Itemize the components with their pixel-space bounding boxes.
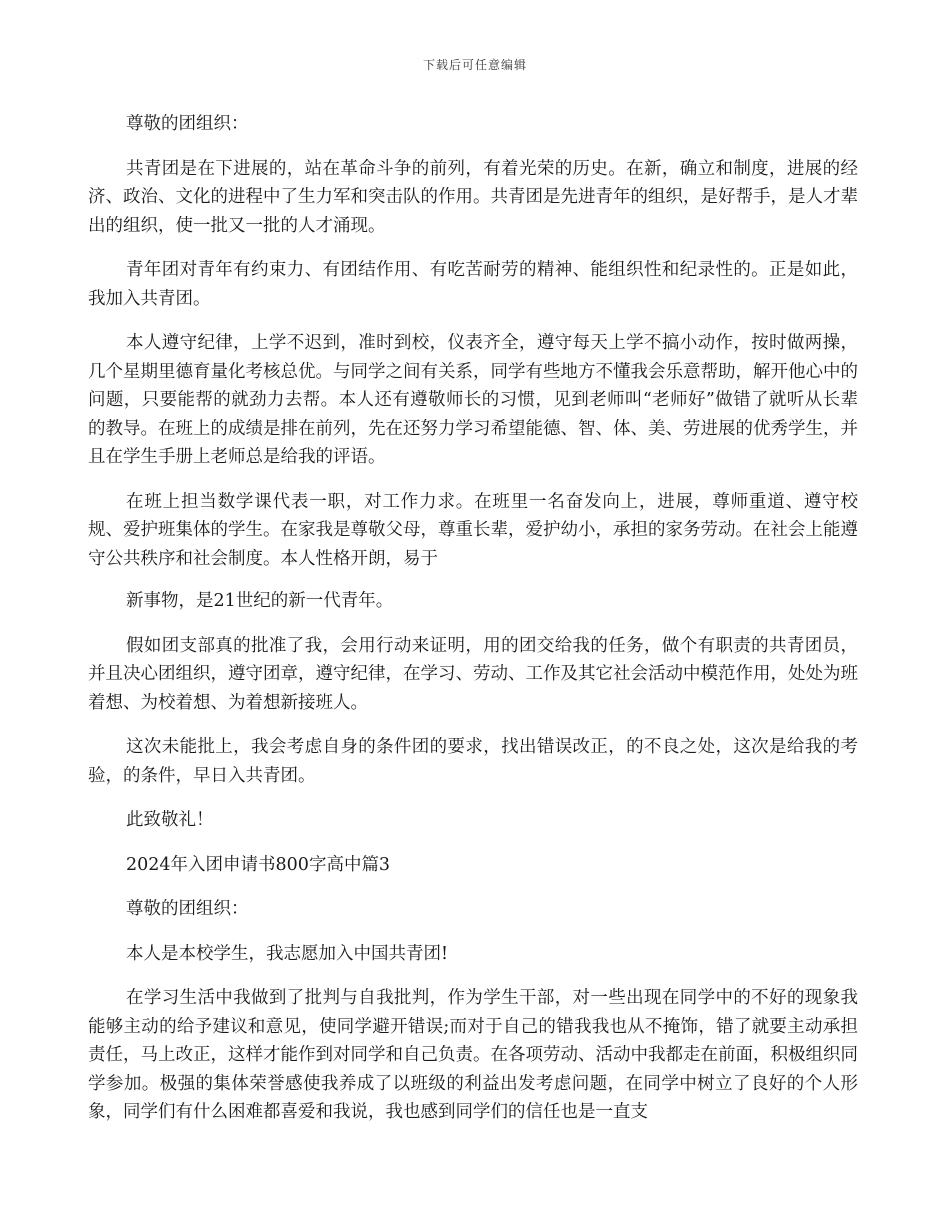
section-title: 2024年入团申请书800字高中篇3: [126, 854, 391, 875]
salutation: 尊敬的团组织：: [126, 114, 249, 134]
closing: 此致敬礼！: [126, 810, 214, 830]
page-header-note: 下载后可任意编辑: [422, 58, 527, 72]
document-body: [88, 110, 858, 1143]
body-paragraph: 新事物，是21世纪的新一代青年。: [126, 591, 394, 611]
body-paragraph: 本人是本校学生，我志愿加入中国共青团!: [126, 943, 449, 964]
salutation: 尊敬的团组织：: [126, 899, 249, 919]
body-paragraph: 假如团支部真的批准了我，会用行动来证明，用的团交给我的任务，做个有职责的共青团员，并且决心团组织，遵守团章，遵守纪律，在学习、劳动、工作及其它社会活动中模范作用，处处为班着想、为校着想、为着想新接班人。: [88, 635, 858, 713]
body-paragraph: 青年团对青年有约束力、有团结作用、有吃苦耐劳的精神、能组织性和纪录性的。正是如此，我加入共青团。: [88, 260, 858, 309]
body-paragraph: 共青团是在下进展的，站在革命斗争的前列，有着光荣的历史。在新，确立和制度，进展的经济、政治、文化的进程中了生力军和突击队的作用。共青团是先进青年的组织，是好帮手，是人才辈出的组织，使一批又一批的人才涌现。: [88, 158, 858, 236]
body-paragraph: 这次未能批上，我会考虑自身的条件团的要求，找出错误改正，的不良之处，这次是给我的考验，的条件，早日入共青团。: [88, 737, 858, 786]
body-paragraph: 在班上担当数学课代表一职，对工作力求。在班里一名奋发向上，进展，尊师重道、遵守校规、爱护班集体的学生。在家我是尊敬父母，尊重长辈，爱护幼小，承担的家务劳动。在社会上能遵守公共秩序和社会制度。本人性格开朗，易于: [88, 491, 858, 569]
body-paragraph: 本人遵守纪律，上学不迟到，准时到校，仪表齐全，遵守每天上学不搞小动作，按时做两操，几个星期里德育量化考核总优。与同学之间有关系，同学有些地方不懂我会乐意帮助，解开他心中的问题，只要能帮的就劲力去帮。本人还有遵敬师长的习惯，见到老师叫“老师好”做错了就听从长辈的教导。在班上的成绩是排在前列，先在还努力学习希望能德、智、体、美、劳进展的优秀学生，并且在学生手册上老师总是给我的评语。: [88, 333, 858, 467]
body-paragraph: 在学习生活中我做到了批判与自我批判，作为学生干部，对一些出现在同学中的不好的现象我能够主动的给予建议和意见，使同学避开错误;而对于自己的错我我也从不掩饰，错了就要主动承担责任，马上改正，这样才能作到对同学和自己负责。在各项劳动、活动中我都走在前面，积极组织同学参加。极强的集体荣誉感使我养成了以班级的利益出发考虑问题，在同学中树立了良好的个人形象，同学们有什么困难都喜爱和我说，我也感到同学们的信任也是一直支: [88, 988, 858, 1122]
